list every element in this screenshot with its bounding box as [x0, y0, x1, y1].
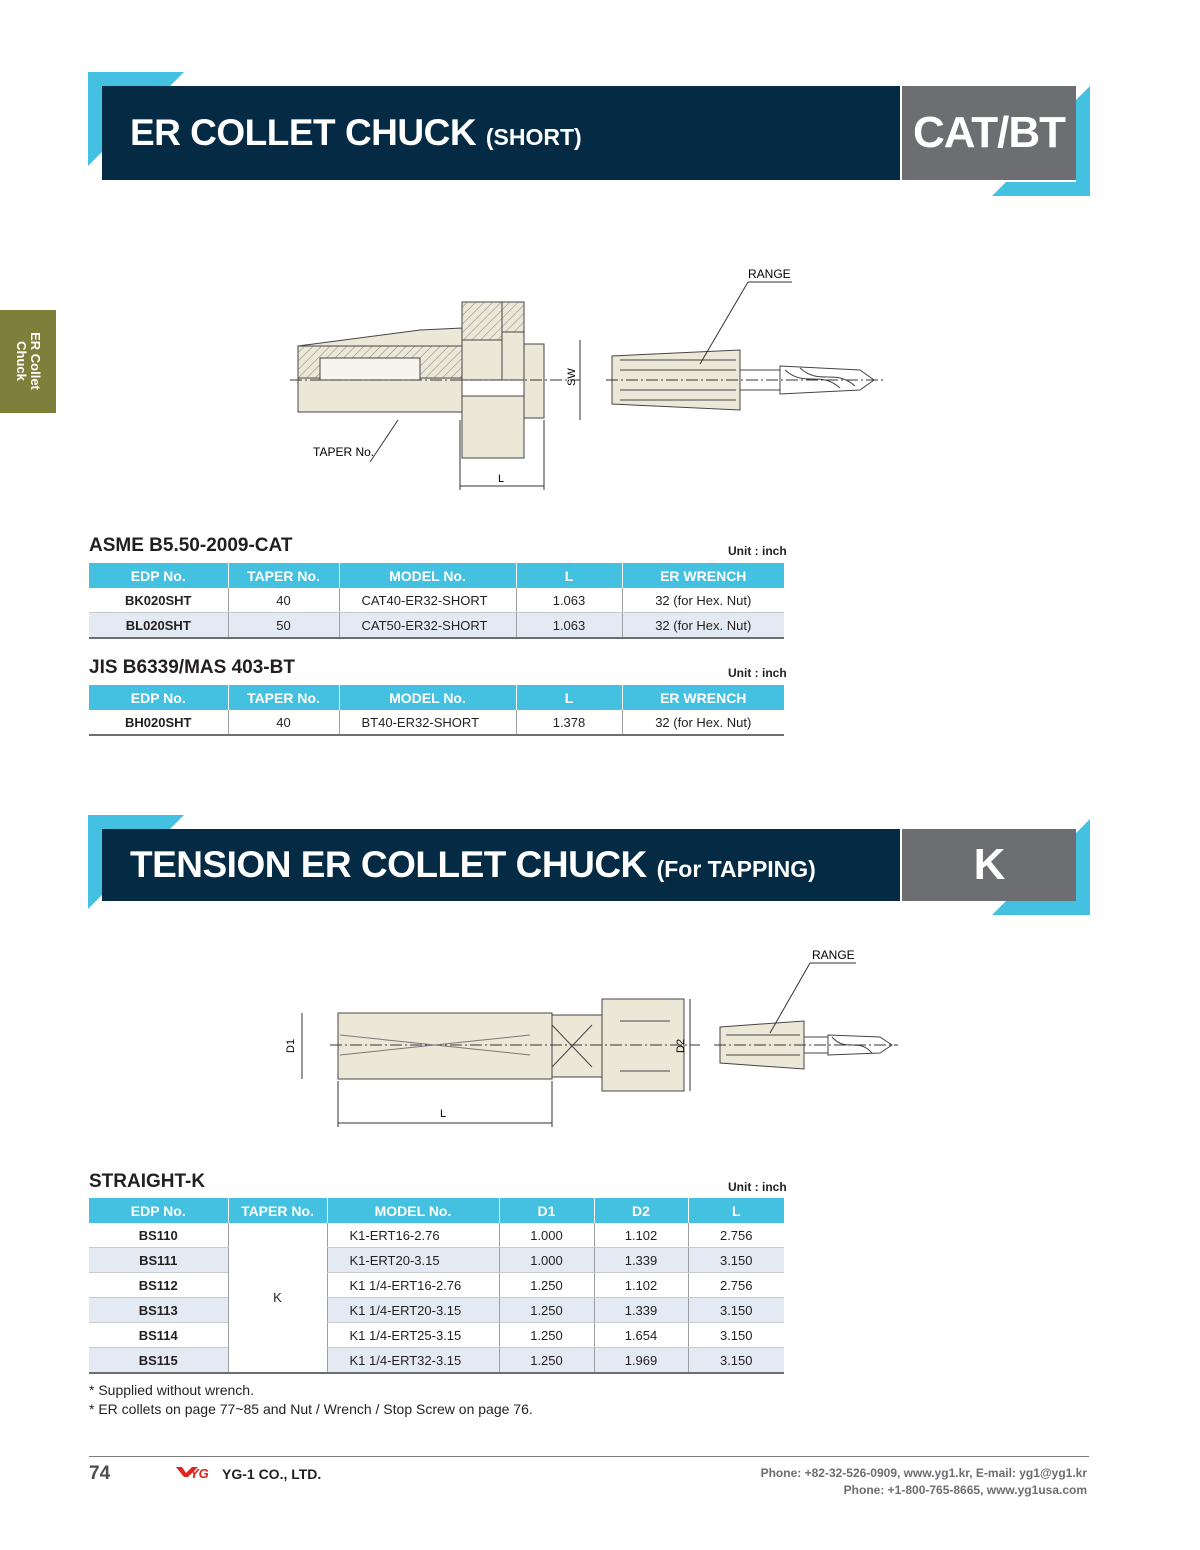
- l-value: 2.756: [688, 1223, 784, 1248]
- col-header: TAPER No.: [228, 563, 339, 588]
- edp-no: BS114: [89, 1323, 228, 1348]
- edp-no: BS111: [89, 1248, 228, 1273]
- col-header: ER WRENCH: [622, 685, 784, 710]
- d1-value: 1.250: [499, 1323, 594, 1348]
- d2-value: 1.339: [594, 1248, 688, 1273]
- l-value: 3.150: [688, 1323, 784, 1348]
- label-taper: TAPER No.: [313, 445, 375, 459]
- model-no: K1 1/4-ERT16-2.76: [327, 1273, 499, 1298]
- taper-no: 40: [228, 710, 339, 735]
- col-header: MODEL No.: [339, 685, 516, 710]
- contact-korea: Phone: +82-32-526-0909, www.yg1.kr, E-mail: yg1@yg1.kr: [760, 1466, 1087, 1480]
- table-header-row: [89, 1198, 784, 1223]
- taper-no: K: [228, 1223, 327, 1373]
- svg-text:YG: YG: [190, 1466, 209, 1481]
- edp-no: BH020SHT: [89, 710, 228, 735]
- d2-value: 1.339: [594, 1298, 688, 1323]
- label-d2: D2: [675, 1038, 687, 1053]
- col-header: TAPER No.: [228, 685, 339, 710]
- d1-value: 1.250: [499, 1273, 594, 1298]
- table-row: [89, 1248, 784, 1273]
- edp-no: BS115: [89, 1348, 228, 1374]
- col-header: D2: [594, 1198, 688, 1223]
- label-d1: D1: [285, 1038, 297, 1053]
- note-wrench: * Supplied without wrench.: [89, 1382, 254, 1398]
- side-tab[interactable]: [0, 310, 56, 413]
- table-row: [89, 1298, 784, 1323]
- label-l: L: [440, 1108, 447, 1120]
- section-header-tension-chuck: [88, 815, 1090, 915]
- d2-value: 1.102: [594, 1223, 688, 1248]
- table-row: [89, 1273, 784, 1298]
- edp-no: BS112: [89, 1273, 228, 1298]
- col-header: L: [516, 685, 622, 710]
- er-wrench: 32 (for Hex. Nut): [622, 613, 784, 639]
- section-title: ER COLLET CHUCK (SHORT): [130, 112, 582, 153]
- unit-label-bt: Unit : inch: [728, 666, 787, 680]
- col-header: L: [516, 563, 622, 588]
- unit-label-k: Unit : inch: [728, 1180, 787, 1194]
- taper-no: 40: [228, 588, 339, 613]
- title-bar: [102, 86, 900, 180]
- table-title-cat: ASME B5.50-2009-CAT: [89, 535, 293, 556]
- category-code-box: [902, 86, 1076, 180]
- col-header: EDP No.: [89, 1198, 228, 1223]
- d1-value: 1.000: [499, 1223, 594, 1248]
- col-header: EDP No.: [89, 563, 228, 588]
- section-header-er-collet-chuck: [88, 72, 1090, 196]
- col-header: EDP No.: [89, 685, 228, 710]
- l-value: 1.378: [516, 710, 622, 735]
- category-code-box: [902, 829, 1076, 901]
- category-code: K: [973, 840, 1005, 889]
- l-value: 3.150: [688, 1248, 784, 1273]
- contact-usa: Phone: +1-800-765-8665, www.yg1usa.com: [843, 1483, 1087, 1497]
- table-cat: [89, 563, 784, 639]
- er-wrench: 32 (for Hex. Nut): [622, 588, 784, 613]
- unit-label-cat: Unit : inch: [728, 544, 787, 558]
- table-title-straight-k: STRAIGHT-K: [89, 1171, 206, 1192]
- model-no: K1-ERT16-2.76: [327, 1223, 499, 1248]
- company-name: YG-1 CO., LTD.: [222, 1466, 322, 1482]
- table-straight-k: [89, 1198, 784, 1374]
- table-row: [89, 588, 784, 613]
- label-l: L: [498, 473, 505, 485]
- table-header-row: [89, 563, 784, 588]
- table-row: [89, 1223, 784, 1248]
- yg-logo-icon: [174, 1464, 216, 1482]
- page-number: 74: [89, 1463, 111, 1484]
- drawing-tension-chuck: [280, 945, 920, 1135]
- model-no: K1 1/4-ERT20-3.15: [327, 1298, 499, 1323]
- model-no: CAT50-ER32-SHORT: [339, 613, 516, 639]
- category-code: CAT/BT: [912, 108, 1066, 157]
- footer-divider: [89, 1456, 1089, 1457]
- table-row: [89, 710, 784, 735]
- model-no: K1 1/4-ERT25-3.15: [327, 1323, 499, 1348]
- edp-no: BL020SHT: [89, 613, 228, 639]
- d1-value: 1.250: [499, 1298, 594, 1323]
- taper-no: 50: [228, 613, 339, 639]
- label-range: RANGE: [748, 267, 791, 281]
- d1-value: 1.250: [499, 1348, 594, 1374]
- col-header: ER WRENCH: [622, 563, 784, 588]
- er-wrench: 32 (for Hex. Nut): [622, 710, 784, 735]
- l-value: 3.150: [688, 1348, 784, 1374]
- label-sw: SW: [566, 368, 578, 386]
- model-no: K1-ERT20-3.15: [327, 1248, 499, 1273]
- table-row: [89, 613, 784, 639]
- table-bt: [89, 685, 784, 736]
- d2-value: 1.654: [594, 1323, 688, 1348]
- l-value: 3.150: [688, 1298, 784, 1323]
- d2-value: 1.102: [594, 1273, 688, 1298]
- table-title-bt: JIS B6339/MAS 403-BT: [89, 657, 295, 678]
- col-header: D1: [499, 1198, 594, 1223]
- table-row: [89, 1323, 784, 1348]
- table-header-row: [89, 685, 784, 710]
- l-value: 2.756: [688, 1273, 784, 1298]
- model-no: BT40-ER32-SHORT: [339, 710, 516, 735]
- section-title: TENSION ER COLLET CHUCK (For TAPPING): [130, 844, 816, 885]
- l-value: 1.063: [516, 588, 622, 613]
- table-row: [89, 1348, 784, 1374]
- edp-no: BK020SHT: [89, 588, 228, 613]
- d2-value: 1.969: [594, 1348, 688, 1374]
- edp-no: BS113: [89, 1298, 228, 1323]
- model-no: K1 1/4-ERT32-3.15: [327, 1348, 499, 1374]
- col-header: MODEL No.: [327, 1198, 499, 1223]
- title-bar: [102, 829, 900, 901]
- col-header: MODEL No.: [339, 563, 516, 588]
- side-tab-label: ER Collet Chuck: [14, 332, 43, 390]
- d1-value: 1.000: [499, 1248, 594, 1273]
- col-header: TAPER No.: [228, 1198, 327, 1223]
- edp-no: BS110: [89, 1223, 228, 1248]
- drawing-er-collet-chuck: [280, 260, 900, 500]
- model-no: CAT40-ER32-SHORT: [339, 588, 516, 613]
- l-value: 1.063: [516, 613, 622, 639]
- label-range: RANGE: [812, 948, 855, 962]
- note-collets: * ER collets on page 77~85 and Nut / Wrench / Stop Screw on page 76.: [89, 1401, 533, 1417]
- col-header: L: [688, 1198, 784, 1223]
